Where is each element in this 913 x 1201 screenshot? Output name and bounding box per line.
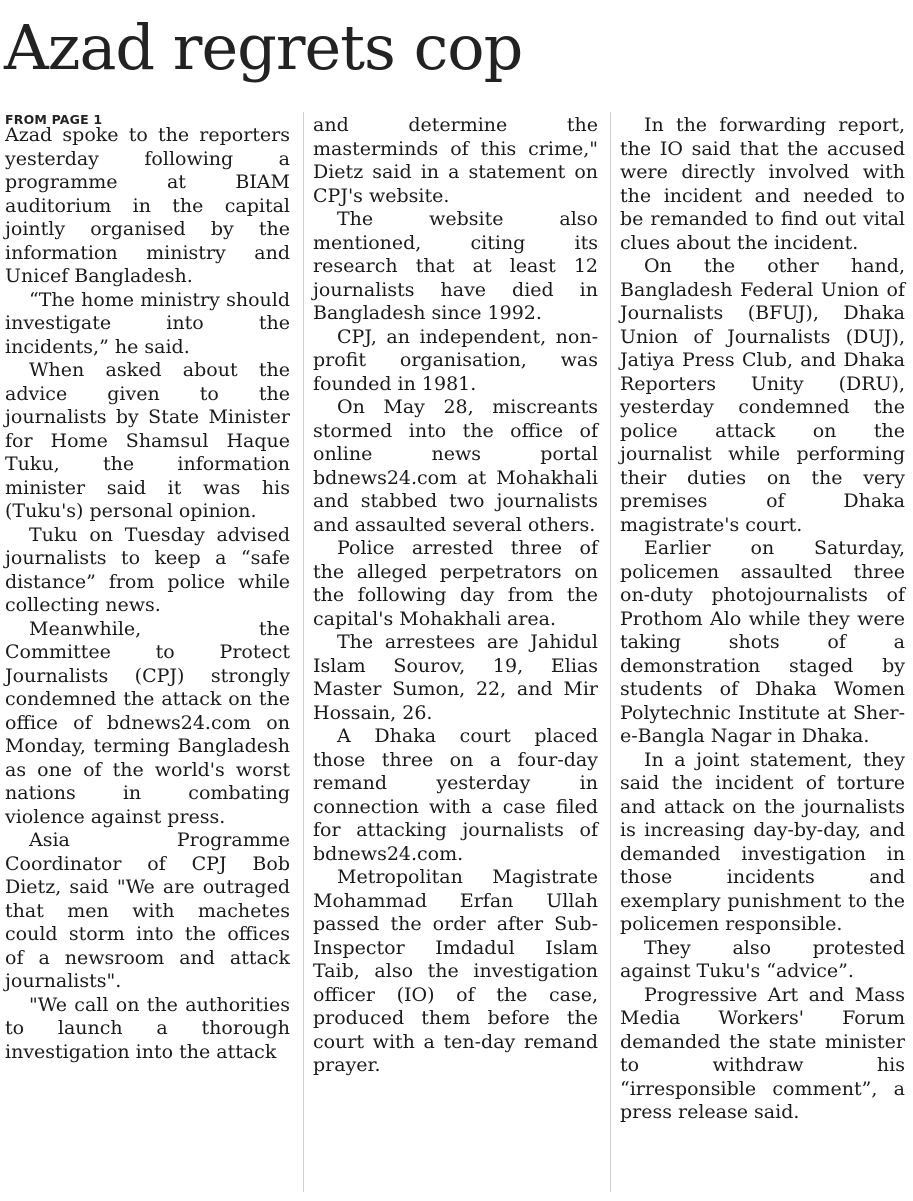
paragraph: In a joint statement, they said the incident of torture and attack on the journalists is increasing day-by-day, and demanded investigation in those incidents and exemplary punishment to the policemen responsible.	[620, 748, 905, 935]
paragraph: Progressive Art and Mass Media Workers' Forum demanded the state minister to withdraw his “irresponsible comment”, a press release said.	[620, 983, 905, 1123]
paragraph: On the other hand, Bangladesh Federal Union of Journalists (BFUJ), Dhaka Union of Journalists (DUJ), Jatiya Press Club, and Dhaka Reporters Unity (DRU), yesterday condemned the police attack on the journalist while performing their duties on the very premises of Dhaka magistrate's court.	[620, 255, 905, 536]
article-column-3	[620, 114, 905, 1125]
paragraph: CPJ, an independent, non-profit organisation, was founded in 1981.	[313, 325, 598, 395]
paragraph: “The home ministry should investigate into the incidents,” he said.	[5, 288, 290, 358]
paragraph: Meanwhile, the Committee to Protect Journalists (CPJ) strongly condemned the attack on the office of bdnews24.com on Monday, terming Bangladesh as one of the world's worst nations in combating violence against press.	[5, 617, 290, 828]
paragraph: Metropolitan Magistrate Mohammad Erfan Ullah passed the order after Sub-Inspector Imdadul Islam Taib, also the investigation officer (IO) of the case, produced them before the court with a ten-day remand prayer.	[313, 866, 598, 1076]
paragraph: Tuku on Tuesday advised journalists to keep a “safe distance” from police while collecting news.	[5, 523, 290, 616]
paragraph: Earlier on Saturday, policemen assaulted three on-duty photojournalists of Prothom Alo while they were taking shots of a demonstration staged by students of Dhaka Women Polytechnic Institute at Sher-e-Bangla Nagar in Dhaka.	[620, 537, 905, 747]
paragraph: The arrestees are Jahidul Islam Sourov, 19, Elias Master Sumon, 22, and Mir Hossain, 26.	[313, 631, 598, 724]
article-column-1	[5, 112, 290, 1064]
paragraph: In the forwarding report, the IO said that the accused were directly involved with the incident and needed to be remanded to find out vital clues about the incident.	[620, 114, 905, 254]
column-divider	[303, 112, 304, 1192]
paragraph: Asia Programme Coordinator of CPJ Bob Dietz, said "We are outraged that men with machetes could storm into the offices of a newsroom and attack journalists".	[5, 829, 290, 992]
paragraph: and determine the masterminds of this crime," Dietz said in a statement on CPJ's website.	[313, 114, 598, 207]
paragraph: "We call on the authorities to launch a thorough investigation into the attack	[5, 993, 290, 1063]
paragraph: A Dhaka court placed those three on a four-day remand yesterday in connection with a case filed for attacking journalists of bdnews24.com.	[313, 725, 598, 865]
paragraph: On May 28, miscreants stormed into the office of online news portal bdnews24.com at Mohakhali and stabbed two journalists and assaulted several others.	[313, 396, 598, 536]
article-column-2	[313, 114, 598, 1078]
column-divider	[610, 112, 611, 1192]
paragraph: When asked about the advice given to the journalists by State Minister for Home Shamsul Haque Tuku, the information minister said it was his (Tuku's) personal opinion.	[5, 359, 290, 522]
paragraph: Police arrested three of the alleged perpetrators on the following day from the capital's Mohakhali area.	[313, 537, 598, 630]
kicker: FROM PAGE 1	[5, 112, 103, 127]
paragraph: They also protested against Tuku's “advice”.	[620, 936, 905, 982]
headline: Azad regrets cop	[4, 11, 523, 84]
paragraph: The website also mentioned, citing its research that at least 12 journalists have died in Bangladesh since 1992.	[313, 208, 598, 324]
paragraph: Azad spoke to the reporters yesterday following a programme at BIAM auditorium in the capital jointly organised by the information ministry and Unicef Bangladesh.	[5, 124, 290, 287]
